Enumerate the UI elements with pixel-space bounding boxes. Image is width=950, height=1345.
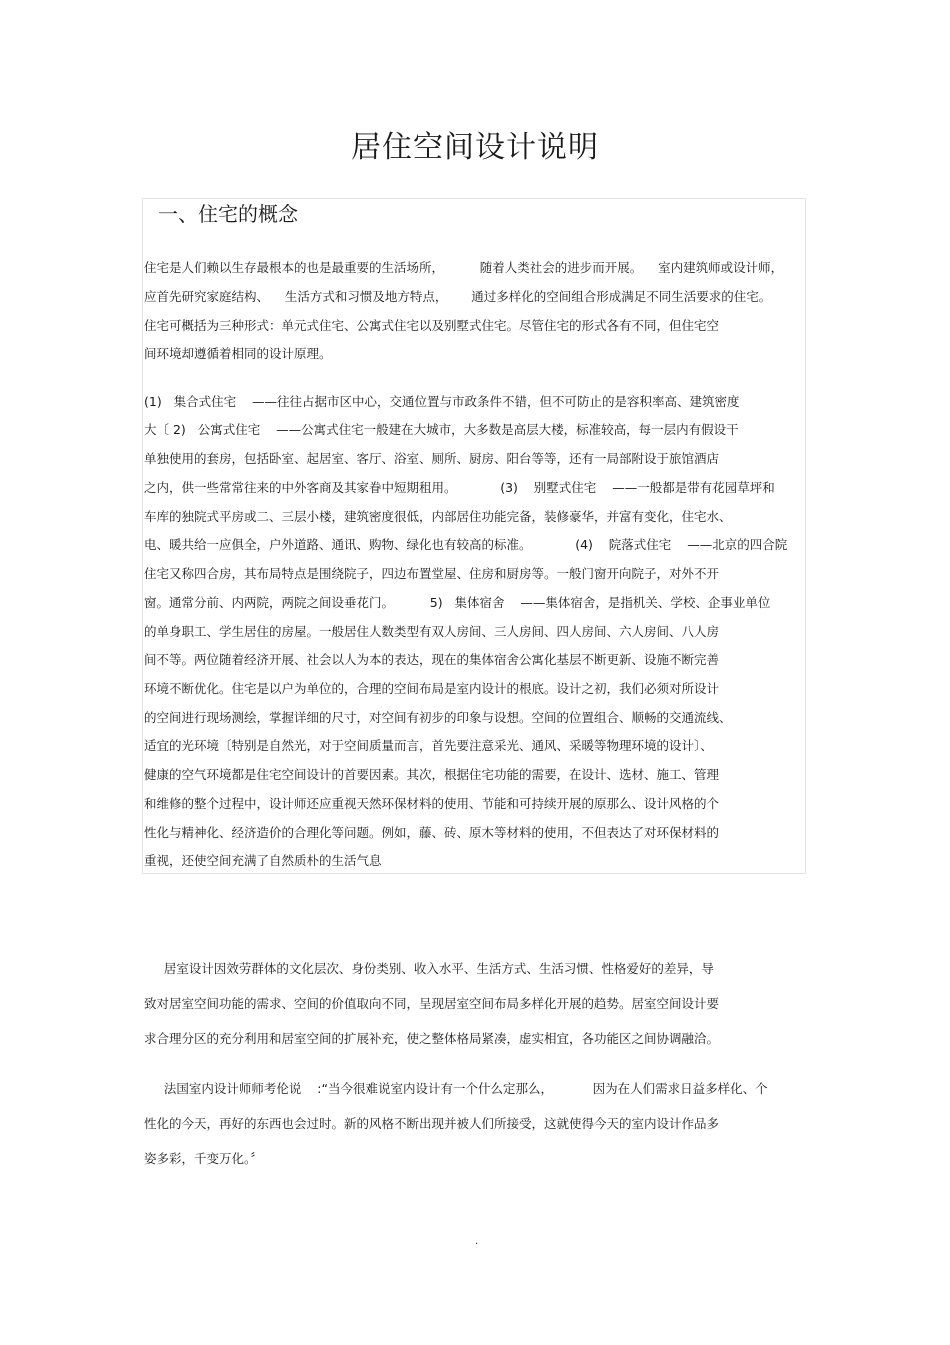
paragraph-line: 窗。通常分前、内两院，两院之间设垂花门。 5) 集体宿舍 ——集体宿舍，是指机关、学校、企事业单位 [144, 595, 771, 610]
paragraph-line: 求合理分区的充分利用和居室空间的扩展补充，使之整体格局紧凑，虚实相宜，各功能区之间协调融洽。 [144, 1031, 720, 1046]
paragraph-line: 的单身职工、学生居住的房屋。一般居住人数类型有双人房间、三人房间、四人房间、六人房间、八人房 [144, 624, 720, 639]
paragraph-line: 环境不断优化。住宅是以户为单位的，合理的空间布局是室内设计的根底。设计之初，我们必须对所设计 [144, 681, 720, 696]
paragraph-line: 电、暖共给一应俱全，户外道路、通讯、购物、绿化也有较高的标准。 (4) 院落式住宅 ——北京的四合院 [144, 537, 788, 552]
paragraph-line: 适宜的光环境〔特别是自然光，对于空间质量而言，首先要注意采光、通风、采暖等物理环境的设计〕、 [144, 738, 713, 753]
paragraph-line: 法国室内设计师师考伦说 :“当今很难说室内设计有一个什么定那么， 因为在人们需求日益多样化、个 [144, 1081, 768, 1096]
section-heading: 一、住宅的概念 [158, 202, 298, 226]
page-title: 居住空间设计说明 [351, 130, 599, 165]
paragraph-line: 致对居室空间功能的需求、空间的价值取向不同，呈现居室空间布局多样化开展的趋势。居室空间设计要 [144, 996, 720, 1011]
paragraph-line: 居室设计因效劳群体的文化层次、身份类别、收入水平、生活方式、生活习惯、性格爱好的差异，导 [144, 961, 714, 976]
paragraph-line: 重视，还使空间充满了自然质朴的生活气息 [144, 853, 382, 868]
paragraph-line: 间环境却遵循着相同的设计原理。 [144, 346, 332, 361]
paragraph-line: 性化与精神化、经济造价的合理化等问题。例如，藤、砖、原木等材料的使用，不但表达了对环保材料的 [144, 825, 720, 840]
paragraph-line: 应首先研究家庭结构、 生活方式和习惯及地方特点， 通过多样化的空间组合形成满足不同生活要求的住宅。 [144, 289, 772, 304]
paragraph-line: 间不等。两位随着经济开展、社会以人为本的表达，现在的集体宿舍公寓化基层不断更新、设施不断完善 [144, 652, 720, 667]
paragraph-line: 的空间进行现场测绘，掌握详细的尺寸，对空间有初步的印象与设想。空间的位置组合、顺畅的交通流线、 [144, 710, 732, 725]
page-footer-mark: . [475, 1236, 479, 1247]
paragraph-line: 单独使用的套房，包括卧室、起居室、客厅、浴室、厕所、厨房、阳台等等，还有一局部附设于旅馆酒店 [144, 451, 720, 466]
paragraph-line: 住宅可概括为三种形式：单元式住宅、公寓式住宅以及别墅式住宅。尽管住宅的形式各有不同，但住宅空 [144, 318, 720, 333]
paragraph-line: 车库的独院式平房或二、三层小楼，建筑密度很低，内部居住功能完备，装修豪华，并富有变化，住宅水、 [144, 509, 732, 524]
paragraph-line: 住宅是人们赖以生存最根本的也是最重要的生活场所， 随着人类社会的进步而开展。 室内建筑师或设计师， [144, 260, 784, 275]
paragraph-line: 姿多彩，千变万化。〞 [144, 1151, 263, 1166]
paragraph-line: 健康的空气环境都是住宅空间设计的首要因素。其次，根据住宅功能的需要，在设计、选材、施工、管理 [144, 767, 720, 782]
paragraph-line: 大〔 2) 公寓式住宅 ——公寓式住宅一般建在大城市，大多数是高层大楼，标准较高，每一层内有假设干 [144, 422, 739, 437]
paragraph-line: 住宅又称四合房，其布局特点是围绕院子，四边布置堂屋、住房和厨房等。一般门窗开向院子，对外不开 [144, 566, 720, 581]
paragraph-line: 性化的今天，再好的东西也会过时。新的风格不断出现并被人们所接受，这就使得今天的室内设计作品多 [144, 1116, 720, 1131]
paragraph-line: (1) 集合式住宅 ——往往占据市区中心，交通位置与市政条件不错，但不可防止的是容积率高、建筑密度 [144, 394, 740, 409]
paragraph-line: 之内，供一些常常往来的中外客商及其家眷中短期租用。 (3) 别墅式住宅 ——一般都是带有花园草坪和 [144, 480, 775, 495]
paragraph-line: 和维修的整个过程中，设计师还应重视天然环保材料的使用、节能和可持续开展的原那么、设计风格的个 [144, 796, 720, 811]
